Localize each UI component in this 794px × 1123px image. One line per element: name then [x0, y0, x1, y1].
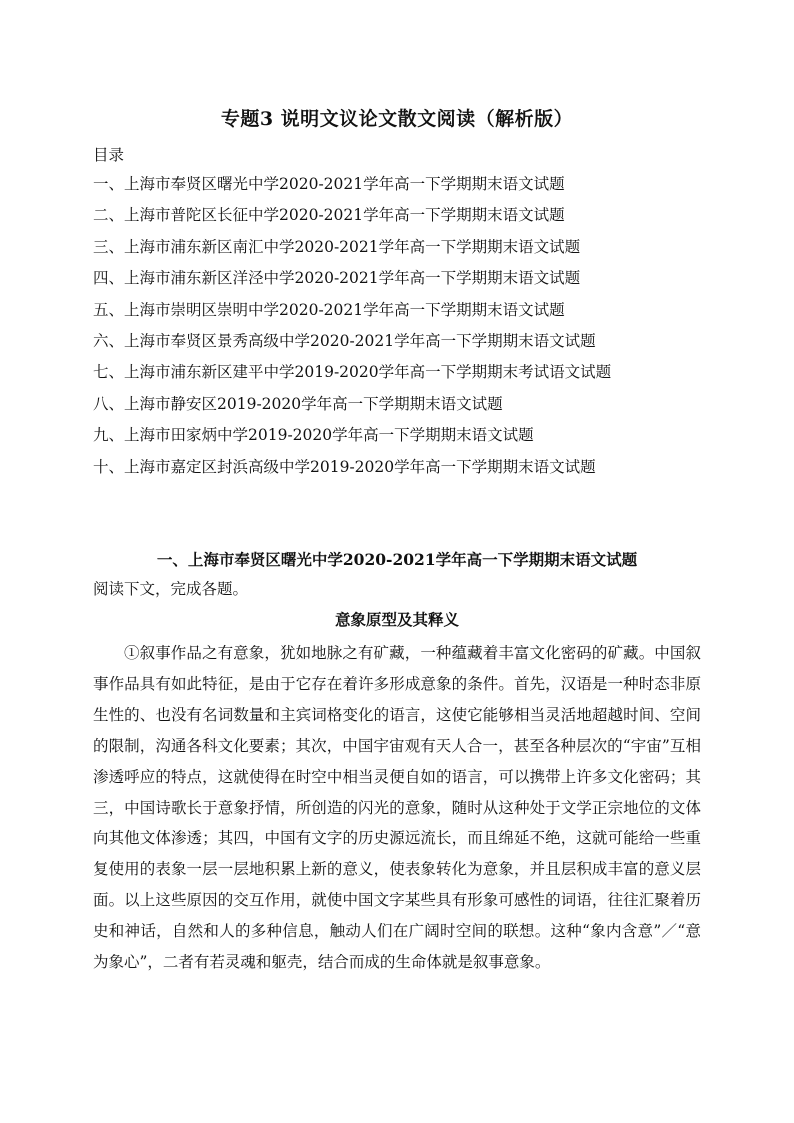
toc-item: 七、上海市浦东新区建平中学2019-2020学年高一下学期期末考试语文试题	[93, 363, 612, 382]
toc-item: 五、上海市崇明区崇明中学2020-2021学年高一下学期期末语文试题	[93, 300, 565, 319]
toc-item: 九、上海市田家炳中学2019-2020学年高一下学期期末语文试题	[93, 426, 534, 445]
toc-item: 二、上海市普陀区长征中学2020-2021学年高一下学期期末语文试题	[93, 206, 565, 225]
toc-item: 三、上海市浦东新区南汇中学2020-2021学年高一下学期期末语文试题	[93, 237, 581, 256]
toc-item: 八、上海市静安区2019-2020学年高一下学期期末语文试题	[93, 394, 503, 413]
toc-label: 目录	[93, 146, 125, 164]
section-heading: 一、上海市奉贤区曙光中学2020-2021学年高一下学期期末语文试题	[156, 550, 638, 569]
toc-item: 一、上海市奉贤区曙光中学2020-2021学年高一下学期期末语文试题	[93, 175, 565, 193]
article-title: 意象原型及其释义	[334, 610, 459, 629]
article-paragraph: ①叙事作品之有意象，犹如地脉之有矿藏，一种蕴藏着丰富文化密码的矿藏。中国叙事作品具有如此特征，是由于它存在着许多形成意象的条件。首先，汉语是一种时态非原生性的、也没有名词数量和主宾词格变化的语言，这使它能够相当灵活地超越时间、空间的限制，沟通各科文化要素；其次，中国宇宙观有天人合一，甚至各种层次的“宇宙”互相渗透呼应的特点，这就使得在时空中相当灵便自如的语言，可以携带上许多文化密码；其三，中国诗歌长于意象抒情，所创造的闪光的意象，随时从这种处于文学正宗地位的文体向其他文体渗透；其四，中国有文字的历史源远流长，而且绵延不绝，这就可能给一些重复使用的表象一层一层地积累上新的意义，使表象转化为意象，并且层积成丰富的意义层面。以上这些原因的交互作用，就使中国文字某些具有形象可感性的词语，往往汇聚着历史和神话，自然和人的多种信息，触动人们在广阔时空间的联想。这种“象内含意”／“意为象心”，二者有若灵魂和躯壳，结合而成的生命体就是叙事意象。	[93, 644, 701, 972]
document-title: 专题3 说明文议论文散文阅读（解析版）	[220, 108, 574, 130]
table-of-contents	[93, 172, 611, 486]
toc-item: 四、上海市浦东新区洋泾中学2020-2021学年高一下学期期末语文试题	[93, 269, 581, 288]
toc-item: 十、上海市嘉定区封浜高级中学2019-2020学年高一下学期期末语文试题	[93, 457, 596, 476]
toc-item: 六、上海市奉贤区景秀高级中学2020-2021学年高一下学期期末语文试题	[93, 331, 596, 350]
reading-instruction: 阅读下文，完成各题。	[93, 580, 249, 598]
